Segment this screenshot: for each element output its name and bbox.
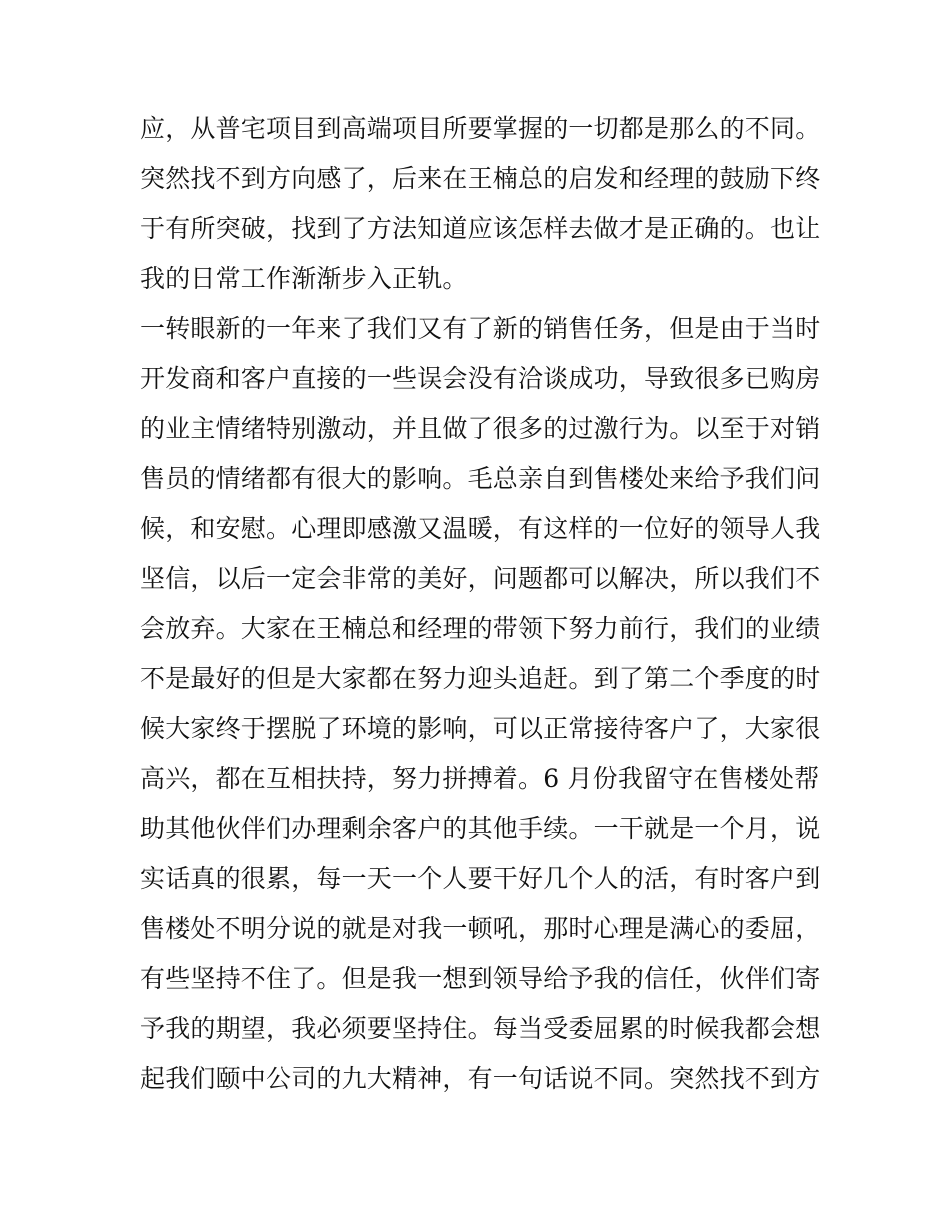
text-line-4: 我的日常工作渐渐步入正轨。 bbox=[140, 264, 468, 293]
text-line-10: 坚信，以后一定会非常的美好，问题都可以解决，所以我们不 bbox=[140, 564, 821, 593]
text-line-11: 会放弃。大家在王楠总和经理的带领下努力前行，我们的业绩 bbox=[140, 614, 821, 643]
text-line-2: 突然找不到方向感了，后来在王楠总的启发和经理的鼓励下终 bbox=[140, 164, 821, 193]
document-page bbox=[140, 104, 820, 1104]
text-line-8: 售员的情绪都有很大的影响。毛总亲自到售楼处来给予我们问 bbox=[140, 464, 821, 493]
text-line-19: 予我的期望，我必须要坚持住。每当受委屈累的时候我都会想 bbox=[140, 1014, 821, 1043]
text-line-5: 一转眼新的一年来了我们又有了新的销售任务，但是由于当时 bbox=[140, 314, 821, 343]
text-line-16: 实话真的很累，每一天一个人要干好几个人的活，有时客户到 bbox=[140, 864, 821, 893]
text-line-7: 的业主情绪特别激动，并且做了很多的过激行为。以至于对销 bbox=[140, 414, 821, 443]
text-line-1: 应，从普宅项目到高端项目所要掌握的一切都是那么的不同。 bbox=[140, 114, 821, 143]
text-line-20: 起我们颐中公司的九大精神，有一句话说不同。突然找不到方 bbox=[140, 1064, 821, 1093]
text-line-18: 有些坚持不住了。但是我一想到领导给予我的信任，伙伴们寄 bbox=[140, 964, 821, 993]
text-line-17: 售楼处不明分说的就是对我一顿吼，那时心理是满心的委屈， bbox=[140, 914, 821, 943]
text-line-15: 助其他伙伴们办理剩余客户的其他手续。一干就是一个月，说 bbox=[140, 814, 821, 843]
text-line-6: 开发商和客户直接的一些误会没有洽谈成功，导致很多已购房 bbox=[140, 364, 821, 393]
text-line-13: 候大家终于摆脱了环境的影响，可以正常接待客户了，大家很 bbox=[140, 714, 821, 743]
text-line-3: 于有所突破，找到了方法知道应该怎样去做才是正确的。也让 bbox=[140, 214, 821, 243]
text-line-14: 高兴，都在互相扶持，努力拼搏着。6 月份我留守在售楼处帮 bbox=[140, 764, 820, 793]
text-line-12: 不是最好的但是大家都在努力迎头追赶。到了第二个季度的时 bbox=[140, 664, 821, 693]
text-line-9: 候，和安慰。心理即感激又温暖，有这样的一位好的领导人我 bbox=[140, 514, 821, 543]
